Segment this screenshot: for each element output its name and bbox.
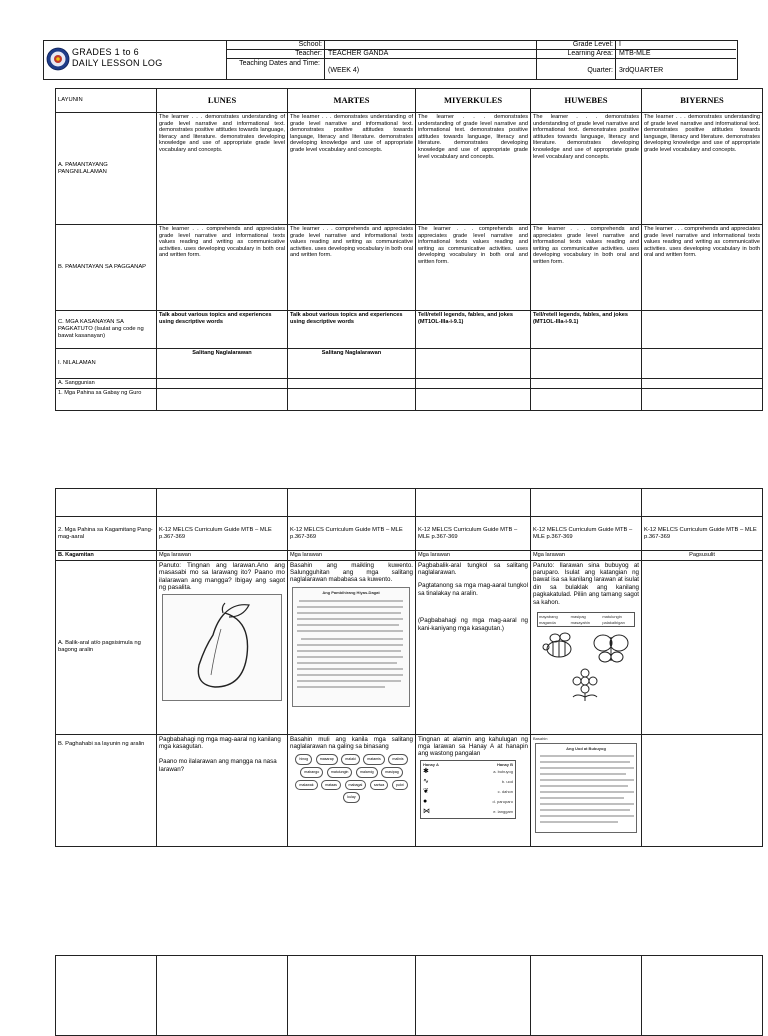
competency-thu: Tell/retell legends, fables, and jokes (MT1OL-IIIa-i-9.1) bbox=[531, 311, 642, 349]
review-mon-text: Panuto: Tingnan ang larawan.Ano ang masasabi mo sa larawang ito? Paano mo ilalarawan ang mangga? Ibigay ang sagot ng pasalita. bbox=[159, 561, 285, 592]
motivation-fri bbox=[642, 734, 763, 846]
competency-tue: Talk about various topics and experiences using descriptive words bbox=[288, 311, 416, 349]
empty-cell bbox=[288, 379, 416, 389]
row-label-kasanayan: C. MGA KASANAYAN SA PAGKATUTO (Isulat ang code ng bawat kasanayan) bbox=[56, 311, 157, 349]
word-cloud: matamis bbox=[363, 754, 385, 765]
story-title-uod-bubuyog: Ang Uod at Bubuyog bbox=[566, 745, 606, 751]
row-label-kagamitan: B. Kagamitan bbox=[56, 551, 157, 561]
empty-cell bbox=[531, 379, 642, 389]
teacher-label: Teacher: bbox=[295, 50, 322, 57]
materials-tue: Mga larawan bbox=[288, 551, 416, 561]
story-title: Ang Pambihirang Hiyas-Dagat bbox=[322, 589, 380, 595]
motivation-wed bbox=[416, 734, 531, 846]
matching-item: a. bubuyog bbox=[493, 769, 513, 775]
content-fri bbox=[642, 349, 763, 379]
review-mon bbox=[157, 560, 288, 734]
content-standard-fri: The learner . . . demonstrates understanding of grade level narrative and informational text. demonstrates positive attitudes towards language, literacy and literature. demonstrates developing knowledge and use of appropriate grade level vocabulary and concepts. bbox=[642, 113, 763, 225]
empty-cell bbox=[531, 489, 642, 517]
materials-fri: Pagsusulit bbox=[642, 551, 763, 561]
word-cloud: kulay bbox=[343, 792, 359, 803]
ant-icon: ✱ bbox=[423, 767, 429, 775]
content-thu bbox=[531, 349, 642, 379]
area-value: MTB-MLE bbox=[619, 50, 651, 57]
lesson-table-2 bbox=[55, 488, 763, 847]
flower-icon bbox=[573, 669, 597, 701]
content-tue: Salitang Naglalarawan bbox=[288, 349, 416, 379]
review-tue bbox=[288, 560, 416, 734]
empty-cell bbox=[642, 379, 763, 389]
row-label-nilalaman: I. NILALAMAN bbox=[56, 349, 157, 379]
matching-header-b: Hanay B bbox=[496, 761, 513, 767]
empty-cell bbox=[416, 489, 531, 517]
lesson-table-1 bbox=[55, 88, 763, 411]
grade-label: Grade Level: bbox=[572, 41, 613, 48]
word-choice: matulungin bbox=[602, 614, 622, 620]
leaf-icon: ❦ bbox=[423, 787, 429, 795]
review-wed-text-2: Pagtatanong sa mga mag-aaral tungkol sa tinalakay na aralin. bbox=[418, 582, 528, 597]
area-label: Learning Area: bbox=[567, 50, 613, 57]
word-choice-box bbox=[537, 612, 635, 627]
mango-illustration bbox=[162, 594, 282, 701]
butterfly-icon: ⋈ bbox=[423, 807, 430, 815]
word-choice: palakaibigan bbox=[602, 620, 625, 626]
motivation-thu bbox=[531, 734, 642, 846]
motivation-mon-text-1: Pagbabahagi ng mga mag-aaral ng kanilang mga kasagutan. bbox=[159, 735, 281, 750]
word-cloud: matulungin bbox=[327, 767, 353, 778]
review-fri bbox=[642, 560, 763, 734]
day-header-lunes: LUNES bbox=[157, 89, 288, 113]
empty-cell bbox=[288, 388, 416, 410]
worm-icon: ∿ bbox=[423, 777, 429, 785]
row-label-sanggunian: A. Sanggunian bbox=[56, 379, 157, 389]
word-choice: masipag bbox=[570, 614, 586, 620]
dates-value: (WEEK 4) bbox=[328, 67, 360, 74]
matching-box bbox=[420, 760, 516, 819]
word-cloud: pulot bbox=[392, 780, 408, 791]
empty-cell bbox=[157, 489, 288, 517]
header-title-line2: DAILY LESSON LOG bbox=[72, 58, 163, 68]
word-cloud: malaki bbox=[341, 754, 359, 765]
deped-seal-icon bbox=[46, 42, 70, 76]
review-wed-text-3: (Pagbabahagi ng mga mag-aaral ng kani-kaniyang mga kasagutan.) bbox=[418, 617, 528, 632]
day-header-martes: MARTES bbox=[288, 89, 416, 113]
word-cloud: malamig bbox=[356, 767, 378, 778]
word-choice: maganda bbox=[539, 620, 556, 626]
day-header-biyernes: BIYERNES bbox=[642, 89, 763, 113]
bee-butterfly-flower-illustration bbox=[533, 629, 637, 701]
school-label: School: bbox=[298, 41, 322, 48]
empty-cell bbox=[531, 388, 642, 410]
content-standard-mon: The learner . . . demonstrates understanding of grade level narrative and informational text. demonstrates positive attitudes towards language, literacy and literature. demonstrates developing knowledge and use of appropriate grade level vocabulary and concepts. bbox=[157, 113, 288, 225]
performance-standard-wed: The learner . . . comprehends and appreciates grade level narrative and informational texts values reading and writing as communicative activities. uses developing vocabulary in both oral and written form. bbox=[416, 225, 531, 311]
header-title-line1: GRADES 1 to 6 bbox=[72, 47, 139, 57]
content-standard-tue: The learner . . . demonstrates understanding of grade level narrative and informational text. demonstrates positive attitudes towards language, literacy and literature. demonstrates developing knowledge and use of appropriate grade level vocabulary and concepts. bbox=[288, 113, 416, 225]
motivation-wed-text: Tingnan at alamin ang kahulugan ng mga larawan sa Hanay A at hanapin ang wastong pangalan bbox=[418, 735, 528, 758]
word-choice: mayabang bbox=[539, 614, 558, 620]
quarter-value: 3rdQUARTER bbox=[619, 67, 664, 74]
word-cloud: hinog bbox=[295, 754, 312, 765]
word-choice: masayahin bbox=[570, 620, 590, 626]
matching-item: d. paruparo bbox=[492, 799, 513, 805]
row-label-pamantayang-pangnilalaman: A. PAMANTAYANG PANGNILALAMAN bbox=[56, 113, 157, 225]
header-divider bbox=[226, 40, 227, 79]
empty-cell bbox=[642, 388, 763, 410]
word-cloud: sariwa bbox=[370, 780, 388, 791]
empty-cell bbox=[642, 489, 763, 517]
header-divider bbox=[324, 40, 325, 79]
review-wed bbox=[416, 560, 531, 734]
content-mon: Salitang Naglalarawan bbox=[157, 349, 288, 379]
word-clouds bbox=[290, 753, 413, 803]
row-label-kagamitang-pang-mag-aaral: 2. Mga Pahina sa Kagamitang Pang-mag-aaral bbox=[56, 517, 157, 551]
materials-pages-wed: K-12 MELCS Curriculum Guide MTB – MLE p.367-369 bbox=[416, 517, 531, 551]
word-cloud: masipag bbox=[381, 767, 403, 778]
word-cloud: masarap bbox=[316, 754, 338, 765]
performance-standard-mon: The learner . . . comprehends and appreciates grade level narrative and informational texts values reading and writing as communicative activities. uses developing vocabulary in both oral and written form. bbox=[157, 225, 288, 311]
story-text-lines bbox=[538, 751, 638, 827]
matching-header-a: Hanay A bbox=[423, 761, 439, 767]
word-cloud: malawak bbox=[295, 780, 317, 791]
word-cloud: mabagal bbox=[345, 780, 367, 791]
mango-icon bbox=[163, 595, 281, 700]
teacher-value: TEACHER GANDA bbox=[328, 50, 389, 57]
header-divider bbox=[536, 40, 537, 79]
materials-wed: Mga larawan bbox=[416, 551, 531, 561]
row-label-pamantayan-sa-pagganap: B. PAMANTAYAN SA PAGGANAP bbox=[56, 225, 157, 311]
bee-icon: ● bbox=[423, 797, 428, 805]
grade-value: I bbox=[619, 41, 621, 48]
materials-pages-fri: K-12 MELCS Curriculum Guide MTB – MLE p.367-369 bbox=[642, 517, 763, 551]
review-tue-text: Basahin ang maikling kuwento. Salungguhitan ang mga salitang naglalarawan mababasa sa kuwento. bbox=[290, 561, 413, 584]
competency-fri bbox=[642, 311, 763, 349]
content-standard-wed: The learner . . . demonstrates understanding of grade level narrative and informational text. demonstrates positive attitudes towards language, literacy and literature. demonstrates developing knowledge and use of appropriate grade level vocabulary and concepts. bbox=[416, 113, 531, 225]
empty-cell bbox=[416, 388, 531, 410]
materials-pages-mon: K-12 MELCS Curriculum Guide MTB – MLE p.367-369 bbox=[157, 517, 288, 551]
matching-item: c. dahon bbox=[497, 789, 513, 795]
review-wed-text-1: Pagbabalik-aral tungkol sa salitang naglalarawan. bbox=[418, 561, 528, 576]
competency-mon: Talk about various topics and experiences using descriptive words bbox=[157, 311, 288, 349]
performance-standard-thu: The learner . . . comprehends and appreciates grade level narrative and informational texts values reading and writing as communicative activities. uses developing vocabulary in both oral and written form. bbox=[531, 225, 642, 311]
materials-pages-thu: K-12 MELCS Curriculum Guide MTB – MLE p.367-369 bbox=[531, 517, 642, 551]
row-label-balik-aral: A. Balik-aral at/o pagsisimula ng bagong aralin bbox=[56, 560, 157, 734]
empty-cell bbox=[157, 379, 288, 389]
butterfly-icon bbox=[594, 635, 628, 662]
matching-item: b. uod bbox=[501, 779, 513, 785]
motivation-mon bbox=[157, 734, 288, 846]
bee-icon bbox=[543, 633, 571, 657]
review-thu-text: Panuto: Ilarawan sina bubuyog at paruparo. Isulat ang katangian ng bawat isa sa kanilang larawan at isulat din sa bulaklak ang kanilang pagkakatulad. Piliin ang tamang sagot sa kahon. bbox=[533, 561, 639, 606]
motivation-thu-label: Basahin bbox=[533, 735, 548, 741]
story-box-uod-bubuyog bbox=[535, 743, 637, 833]
row-label-paghahabi: B. Paghahabi sa layunin ng aralin bbox=[56, 734, 157, 846]
word-cloud: mabango bbox=[300, 767, 323, 778]
performance-standard-fri: The learner . . . comprehends and appreciates grade level narrative and informational texts values reading and writing as communicative activities. uses developing vocabulary in both oral and written form. bbox=[642, 225, 763, 311]
empty-cell bbox=[288, 489, 416, 517]
motivation-tue-text: Basahin muli ang kanila mga salitang naglalarawan na galing sa binasang bbox=[290, 735, 413, 750]
motivation-tue bbox=[288, 734, 416, 846]
story-text-lines bbox=[295, 595, 407, 699]
content-standard-thu: The learner . . . demonstrates understanding of grade level narrative and informational text. demonstrates positive attitudes towards language, literacy and literature. demonstrates developing knowledge and use of appropriate grade level vocabulary and concepts. bbox=[531, 113, 642, 225]
dates-label: Teaching Dates and Time: bbox=[239, 60, 320, 67]
empty-cell bbox=[56, 489, 157, 517]
story-box bbox=[292, 587, 410, 707]
content-wed bbox=[416, 349, 531, 379]
word-cloud: malinis bbox=[388, 754, 407, 765]
quarter-label: Quarter: bbox=[587, 67, 613, 74]
header-divider bbox=[615, 40, 616, 79]
materials-thu: Mga larawan bbox=[531, 551, 642, 561]
empty-cell bbox=[157, 388, 288, 410]
competency-wed: Tell/retell legends, fables, and jokes (MT1OL-IIIa-i-9.1) bbox=[416, 311, 531, 349]
layunin-header: LAYUNIN bbox=[56, 89, 157, 113]
day-header-miyerkules: MIYERKULES bbox=[416, 89, 531, 113]
empty-cell bbox=[416, 379, 531, 389]
materials-pages-tue: K-12 MELCS Curriculum Guide MTB – MLE p.367-369 bbox=[288, 517, 416, 551]
review-thu bbox=[531, 560, 642, 734]
row-label-gabay-ng-guro: 1. Mga Pahina sa Gabay ng Guro bbox=[56, 388, 157, 410]
day-header-huwebes: HUWEBES bbox=[531, 89, 642, 113]
materials-mon: Mga larawan bbox=[157, 551, 288, 561]
matching-item: e. langgam bbox=[493, 809, 513, 815]
word-cloud: mataas bbox=[321, 780, 341, 791]
performance-standard-tue: The learner . . . comprehends and appreciates grade level narrative and informational texts values reading and writing as communicative activities. uses developing vocabulary in both oral and written form. bbox=[288, 225, 416, 311]
motivation-mon-text-2: Paano mo ilalarawan ang mangga na nasa larawan? bbox=[159, 758, 277, 773]
